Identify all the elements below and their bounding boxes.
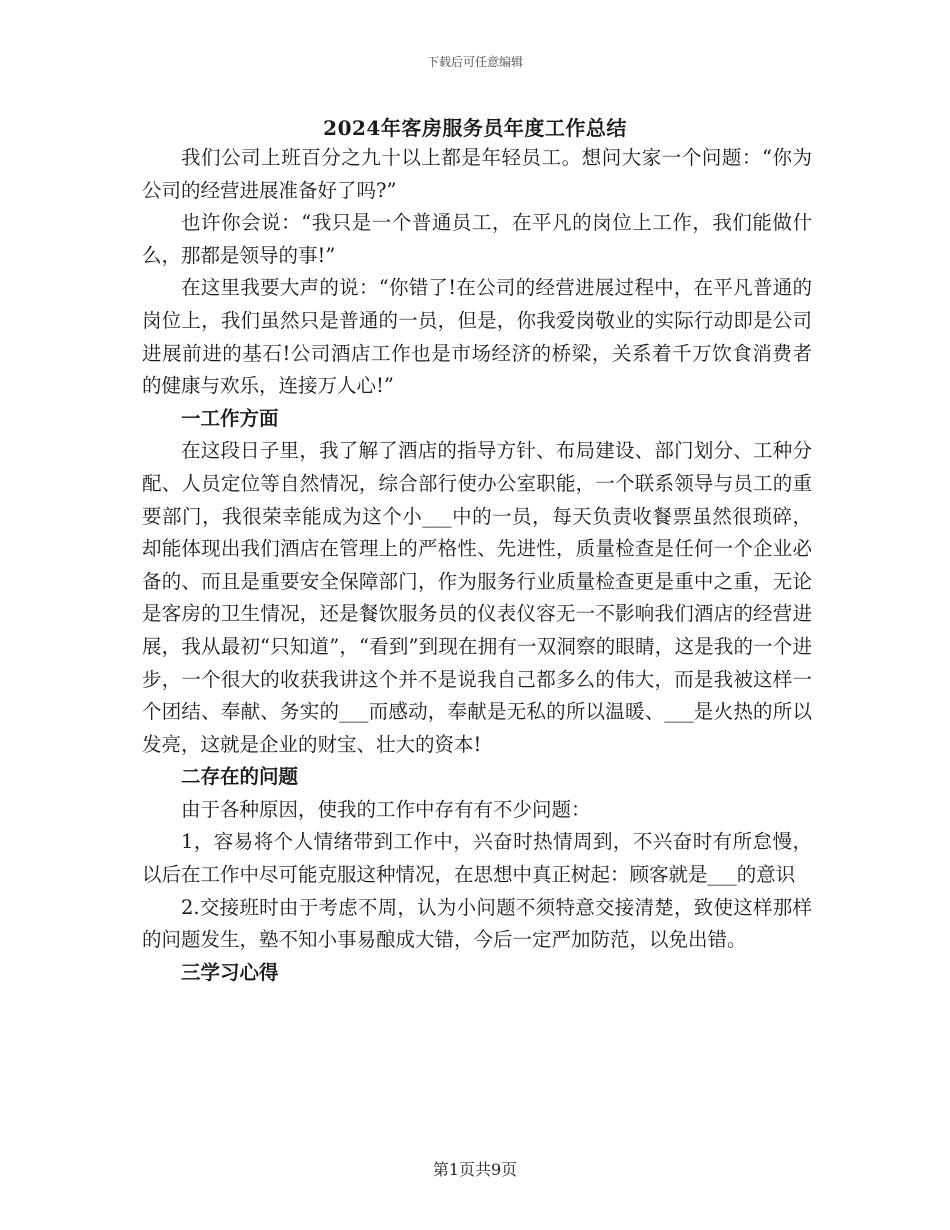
section-heading-work: 一工作方面 xyxy=(181,406,279,430)
section-heading-learning: 三学习心得 xyxy=(181,960,279,984)
paragraph: 2.交接班时由于考虑不周，认为小问题不须特意交接清楚，致使这样那样的问题发生，塾不知小事易酿成大错，今后一定严加防范，以免出错。 xyxy=(142,895,812,952)
page-number: 第1页共9页 xyxy=(432,1160,518,1179)
paragraph: 在这段日子里，我了解了酒店的指导方针、布局建设、部门划分、工种分配、人员定位等自然情况，综合部行使办公室职能，一个联系领导与员工的重要部门，我很荣幸能成为这个小___中的一员，每天负责收餐票虽然很琐碎，却能体现出我们酒店在管理上的严格性、先进性，质量检查是任何一个企业必备的、而且是重要安全保障部门，作为服务行业质量检查更是重中之重，无论是客房的卫生情况，还是餐饮服务员的仪表仪容无一不影响我们酒店的经营进展，我从最初“只知道”，“看到”到现在拥有一双洞察的眼睛，这是我的一个进步，一个很大的收获我讲这个并不是说我自己都多么的伟大，而是我被这样一个团结、奉献、务实的___而感动，奉献是无私的所以温暖、___是火热的所以发亮，这就是企业的财宝、壮大的资本! xyxy=(142,439,812,756)
paragraph: 也许你会说：“我只是一个普通员工，在平凡的岗位上工作，我们能做什么，那都是领导的事!” xyxy=(142,211,812,267)
section-heading-problems: 二存在的问题 xyxy=(181,765,299,789)
paragraph: 在这里我要大声的说：“你错了!在公司的经营进展过程中，在平凡普通的岗位上，我们虽然只是普通的一员，但是，你我爱岗敬业的实际行动即是公司进展前进的基石!公司酒店工作也是市场经济的桥梁，关系着千万饮食消费者的健康与欢乐，连接万人心!” xyxy=(142,276,812,398)
document-body xyxy=(142,142,812,989)
paragraph: 由于各种原因，使我的工作中存有有不少问题： xyxy=(181,797,591,821)
header-note: 下载后可任意编辑 xyxy=(426,55,523,69)
paragraph: 1，容易将个人情绪带到工作中，兴奋时热情周到，不兴奋时有所怠慢，以后在工作中尽可能克服这种情况，在思想中真正树起：顾客就是___的意识 xyxy=(142,830,812,887)
document-title: 2024年客房服务员年度工作总结 xyxy=(323,116,627,140)
paragraph: 我们公司上班百分之九十以上都是年轻员工。想问大家一个问题：“你为公司的经营进展准备好了吗?” xyxy=(142,146,812,202)
